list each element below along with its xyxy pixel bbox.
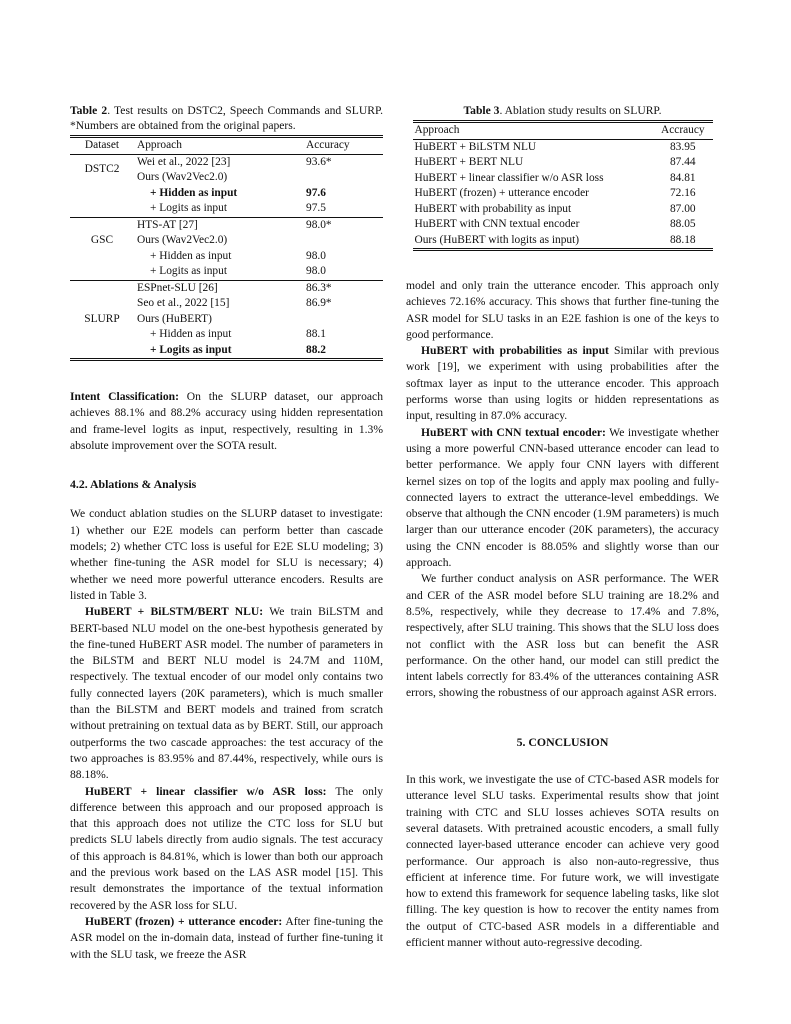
- table-row: [70, 154, 383, 170]
- table-row: [413, 139, 713, 155]
- table2-accuracy: [303, 170, 383, 186]
- frozen-heading: HuBERT (frozen) + utterance encoder:: [85, 914, 283, 928]
- right-column: [406, 103, 719, 951]
- table-row: [70, 186, 383, 202]
- ablation-intro-paragraph: We conduct ablation studies on the SLURP dataset to investigate: 1) whether our E2E models can perform better than cascade models; 2) whether CTC loss is useful for E2E SLU modeling; 3) whether fine-tuning the ASR model for SLU is necessary; 4) whether we need more powerful utterance encoders. Results are listed in Table 3.: [70, 507, 383, 602]
- table2-caption-text: . Test results on DSTC2, Speech Commands and SLURP. *Numbers are obtained from the original papers.: [70, 104, 384, 132]
- table-row: [70, 312, 383, 328]
- table-row: [413, 217, 713, 233]
- table3-approach: Ours (HuBERT with logits as input): [414, 233, 580, 246]
- table2-approach: + Logits as input: [150, 343, 232, 356]
- table2-accuracy: [303, 312, 383, 328]
- table2-header-row: [70, 137, 383, 155]
- table2-approach: Ours (Wav2Vec2.0): [137, 171, 228, 183]
- table3-approach: HuBERT + BiLSTM NLU: [414, 140, 537, 153]
- table2-accuracy: 88.1: [306, 328, 326, 340]
- table2-header-approach: Approach: [137, 139, 182, 151]
- table-row: [70, 217, 383, 233]
- table2-approach: Ours (HuBERT): [137, 312, 212, 325]
- table3-caption: [406, 103, 719, 118]
- linear-classifier-paragraph: [70, 784, 383, 914]
- table-row: [70, 327, 383, 343]
- intent-text: On the SLURP dataset, our approach achieves 88.1% and 88.2% accuracy using hidden representation and frame-level logits as input, respectively, resulting in 1.3% absolute improvement over the SOTA result.: [70, 390, 383, 452]
- intent-heading: Intent Classification:: [70, 390, 179, 403]
- table2-accuracy: 86.9*: [306, 297, 332, 309]
- table3-header-row: [413, 122, 713, 140]
- table2-accuracy: 86.3*: [306, 281, 332, 294]
- linear-classifier-heading: HuBERT + linear classifier w/o ASR loss:: [85, 784, 327, 798]
- table2-header-dataset: Dataset: [84, 139, 120, 151]
- table2-approach: + Hidden as input: [150, 328, 232, 340]
- table2-dataset-slurp: SLURP: [84, 312, 120, 325]
- table-row: [70, 296, 383, 312]
- table3-approach: HuBERT + BERT NLU: [414, 156, 524, 168]
- section-heading-ablations: 4.2. Ablations & Analysis: [70, 477, 197, 492]
- table-row: [413, 186, 713, 202]
- table2-dataset-dstc2: DSTC2: [84, 163, 120, 176]
- table3-accuracy: 83.95: [669, 140, 696, 153]
- cnn-paragraph: [406, 425, 719, 572]
- table3: [413, 120, 713, 251]
- linear-classifier-text: The only difference between this approach and our proposed approach is that this approach does not utilize the CTC loss for SLU but predicts SLU labels directly from audio signals. The test accuracy of this approach is 84.81%, which is lower than both our approach and the previous work based on the LAS ASR model [15]. This result demonstrates the importance of the textual information recovered by the ASR loss for SLU.: [70, 784, 383, 912]
- table2-accuracy: 98.0: [306, 265, 326, 277]
- table3-approach: HuBERT with CNN textual encoder: [414, 218, 580, 230]
- probabilities-paragraph: [406, 343, 719, 424]
- table2-accuracy: 97.6: [306, 186, 326, 199]
- table2-dataset-gsc: GSC: [90, 234, 114, 246]
- table3-approach: HuBERT (frozen) + utterance encoder: [414, 187, 589, 199]
- frozen-text: After fine-tuning the ASR model on the in-domain data, instead of further fine-tuning it with the SLU task, we freeze the ASR: [70, 914, 383, 961]
- table2: [70, 135, 383, 361]
- bilstm-bert-text: We train BiLSTM and BERT-based NLU model on the one-best hypothesis generated by the fine-tuned HuBERT ASR model. The number of parameters in the BiLSTM and BERT NLU model is 24.7M and 110M, respectively. The textual encoder of our model only contains two fully connected layers (20K parameters), which is much smaller than the BiLSTM and BERT models and trained from scratch without pretraining on textual data as by BERT. Still, our approach outperforms the two cascade approaches: the test accuracy of the two approaches is 83.95% and 87.44%, respectively, while ours is 88.18%.: [70, 605, 383, 782]
- table2-approach: HTS-AT [27]: [137, 218, 198, 231]
- left-column: [70, 103, 383, 963]
- asr-analysis-paragraph: We further conduct analysis on ASR performance. The WER and CER of the ASR model before SLU training are 18.2% and 8.5%, respectively, while they decrease to 17.4% and 7.8%, respectively, after SLU training. This shows that the SLU loss does not conflict with the ASR loss but can benefit the ASR performance. On the other hand, our model can still predict the intent labels correctly for 83.4% of the utterances containing ASR errors, showing the robustness of our approach against ASR errors.: [406, 572, 719, 700]
- table3-accuracy: 87.44: [669, 156, 696, 168]
- section-heading-conclusion: 5. CONCLUSION: [516, 734, 609, 749]
- table2-accuracy: 88.2: [306, 343, 326, 356]
- frozen-continuation-paragraph: model and only train the utterance encoder. This approach only achieves 72.16% accuracy. This shows that further fine-tuning the ASR model for SLU tasks in an E2E fashion is one of the keys to good performance.: [406, 279, 719, 341]
- table-row: [70, 343, 383, 360]
- table2-header-accuracy: Accuracy: [306, 139, 350, 151]
- table3-caption-label: Table 3: [463, 104, 500, 117]
- table-row: [413, 202, 713, 218]
- table2-accuracy: 98.0: [306, 249, 326, 262]
- table-row: [413, 155, 713, 171]
- table3-accuracy: 72.16: [669, 187, 696, 199]
- table2-approach: + Hidden as input: [150, 249, 232, 262]
- table3-accuracy: 87.00: [669, 202, 696, 215]
- cnn-text: We investigate whether using a more powerful CNN-based utterance encoder can lead to better performance. We apply four CNN layers with different kernel sizes on top of the logits and apply max pooling and fully-connected layers to extract the utterance-level embeddings. We observe that although the CNN encoder (1.9M parameters) is much larger than our utterance encoder (20K parameters), the accuracy using the CNN encoder is 88.05% and slightly worse than our approach.: [406, 425, 719, 570]
- bilstm-bert-paragraph: [70, 604, 383, 783]
- table-row: [70, 201, 383, 217]
- bilstm-bert-heading: HuBERT + BiLSTM/BERT NLU:: [85, 605, 264, 619]
- table3-accuracy: 84.81: [669, 171, 696, 184]
- table2-accuracy: 97.5: [306, 202, 326, 214]
- table2-approach: + Logits as input: [150, 202, 227, 214]
- table3-approach: HuBERT with probability as input: [414, 202, 572, 215]
- table2-caption-label: Table 2: [70, 104, 108, 117]
- conclusion-paragraph: In this work, we investigate the use of CTC-based ASR models for utterance level SLU tasks. Experimental results show that joint training with CTC and SLU losses achieves SOTA results on several datasets. With pretrained acoustic encoders, a small fully connected layer-based utterance encoder can achieve very good performance. Our approach is also non-auto-regressive, thus efficient at inference time. For future work, we will investigate how to extend this framework for sequence labeling tasks, like slot filling. The key question is how to recover the entity names from the output of CTC-based ASR models in a differentiable and efficient manner without auto-regressive decoding.: [406, 773, 719, 949]
- frozen-paragraph: [70, 914, 383, 963]
- table3-header-approach: Approach: [414, 124, 460, 136]
- probabilities-heading: HuBERT with probabilities as input: [421, 344, 609, 358]
- table3-accuracy: 88.18: [669, 233, 696, 246]
- table-row: [70, 249, 383, 265]
- table2-approach: ESPnet-SLU [26]: [137, 281, 218, 294]
- table2-accuracy: 98.0*: [306, 218, 332, 231]
- table3-caption-text: . Ablation study results on SLURP.: [499, 104, 662, 117]
- table-row: [70, 280, 383, 296]
- table2-approach: + Hidden as input: [150, 186, 238, 199]
- table2-accuracy: 93.6*: [306, 155, 332, 168]
- table-row: [70, 264, 383, 280]
- table2-approach: Ours (Wav2Vec2.0): [137, 234, 228, 246]
- table3-approach: HuBERT + linear classifier w/o ASR loss: [414, 171, 604, 184]
- table2-approach: + Logits as input: [150, 265, 227, 277]
- table2-caption: [70, 103, 383, 133]
- table-row: [70, 233, 383, 249]
- probabilities-text: Similar with previous work [19], we experiment with using probabilities after the softmax layer as input to the utterance encoder. This approach performs worse than using logits or hidden representations as input, resulting in 87.0% accuracy.: [406, 344, 719, 423]
- table-row: [413, 171, 713, 187]
- table3-header-accuracy: Accraucy: [660, 124, 705, 136]
- table2-accuracy: [303, 233, 383, 249]
- table-row: [413, 233, 713, 250]
- table2-approach: Wei et al., 2022 [23]: [137, 155, 231, 168]
- intent-classification-paragraph: [70, 389, 383, 454]
- cnn-heading: HuBERT with CNN textual encoder:: [421, 425, 606, 439]
- table2-approach: Seo et al., 2022 [15]: [137, 297, 230, 309]
- table3-accuracy: 88.05: [669, 218, 696, 230]
